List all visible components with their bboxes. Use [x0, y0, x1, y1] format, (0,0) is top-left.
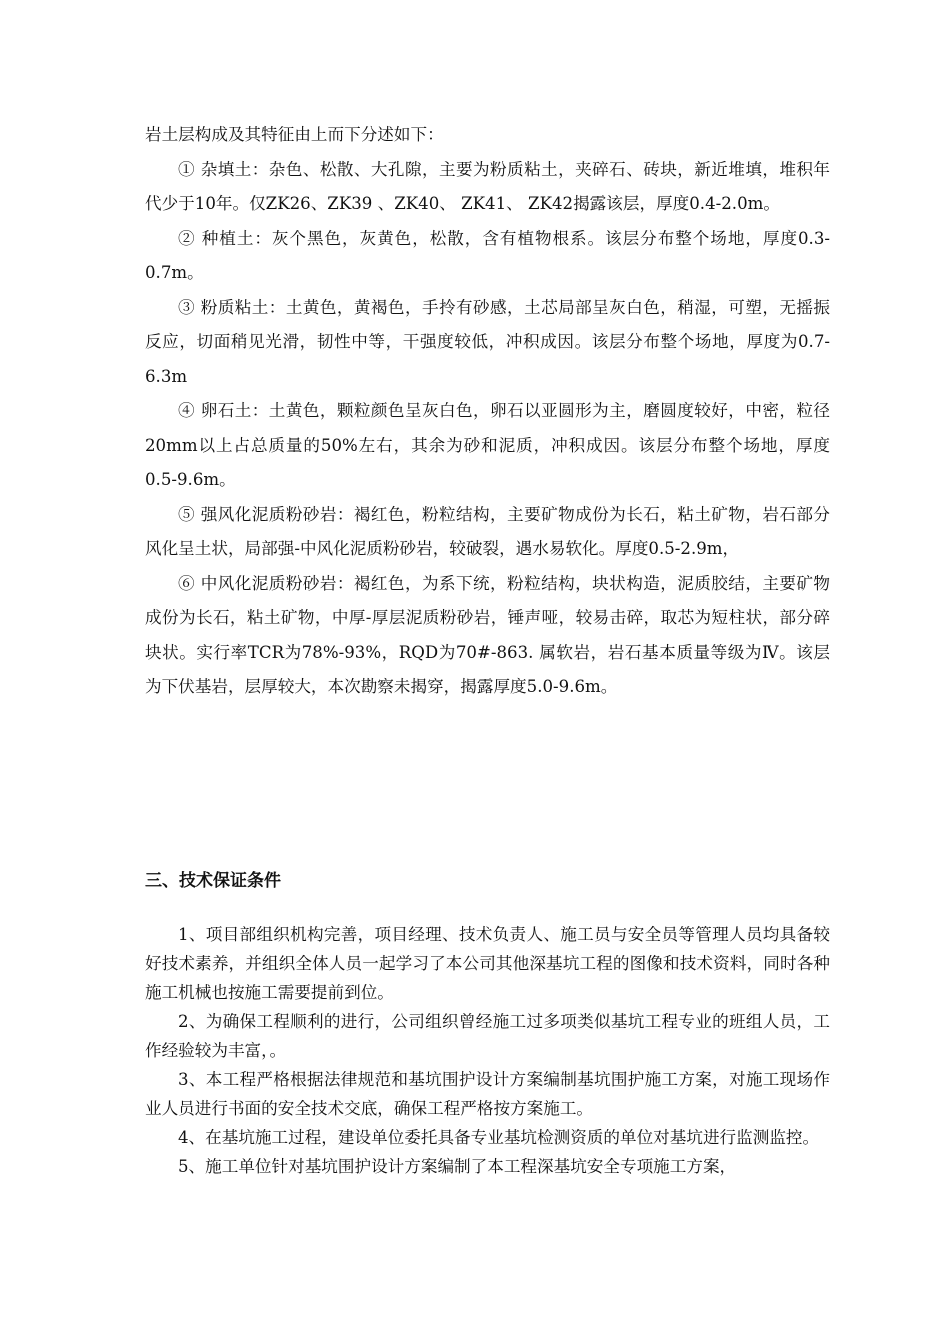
item-2-paragraph: 2、为确保工程顺利的进行，公司组织曾经施工过多项类似基坑工程专业的班组人员，工作经验较为丰富，。 [145, 1012, 830, 1060]
intro-paragraph: 岩土层构成及其特征由上而下分述如下： [145, 125, 444, 144]
section-heading: 三、技术保证条件 [145, 871, 281, 891]
layer-4-paragraph: ④ 卵石土：土黄色，颗粒颜色呈灰白色，卵石以亚圆形为主，磨圆度较好，中密，粒径20mm以上占总质量的50%左右，其余为砂和泥质，冲积成因。该层分布整个场地，厚度0.5-9.6m。 [145, 401, 830, 489]
item-5-paragraph: 5、施工单位针对基坑围护设计方案编制了本工程深基坑安全专项施工方案， [178, 1157, 737, 1176]
layer-5-paragraph: ⑤ 强风化泥质粉砂岩：褐红色，粉粒结构，主要矿物成份为长石，粘土矿物，岩石部分风化呈土状，局部强-中风化泥质粉砂岩，较破裂，遇水易软化。厚度0.5-2.9m， [145, 504, 830, 558]
layer-3-paragraph: ③ 粉质粘土：土黄色，黄褐色，手拎有砂感，土芯局部呈灰白色，稍湿，可塑，无摇振反应，切面稍见光滑，韧性中等，干强度较低，冲积成因。该层分布整个场地，厚度为0.7-6.3m [145, 297, 830, 386]
layer-6-paragraph: ⑥ 中风化泥质粉砂岩：褐红色，为系下统，粉粒结构，块状构造，泥质胶结，主要矿物成份为长石，粘土矿物，中厚-厚层泥质粉砂岩，锤声哑，较易击碎，取芯为短柱状，部分碎块状。实行率TCR为78%-93%，RQD为70#-863. 属软岩，岩石基本质量等级为Ⅳ。该层为下伏基岩，层厚较大，本次勘察未揭穿，揭露厚度5.0-9.6m。 [145, 573, 830, 696]
item-1-paragraph: 1、项目部组织机构完善，项目经理、技术负责人、施工员与安全员等管理人员均具备较好技术素养，并组织全体人员一起学习了本公司其他深基坑工程的图像和技术资料，同时各种施工机械也按施工需要提前到位。 [145, 925, 830, 1002]
soil-layers-section [145, 118, 830, 705]
layer-1-paragraph: ① 杂填土：杂色、松散、大孔隙，主要为粉质粘土，夹碎石、砖块，新近堆填，堆积年代少于10年。仅ZK26、ZK39 、ZK40、 ZK41、 ZK42揭露该层，厚度0.4-2.0m。 [145, 159, 830, 213]
item-3-paragraph: 3、本工程严格根据法律规范和基坑围护设计方案编制基坑围护施工方案，对施工现场作业人员进行书面的安全技术交底，确保工程严格按方案施工。 [145, 1070, 830, 1118]
layer-2-paragraph: ② 种植土：灰个黑色，灰黄色，松散，含有植物根系。该层分布整个场地，厚度0.3-0.7m。 [145, 228, 830, 282]
technical-guarantee-section [145, 920, 830, 1181]
item-4-paragraph: 4、在基坑施工过程，建设单位委托具备专业基坑检测资质的单位对基坑进行监测监控。 [178, 1128, 820, 1147]
